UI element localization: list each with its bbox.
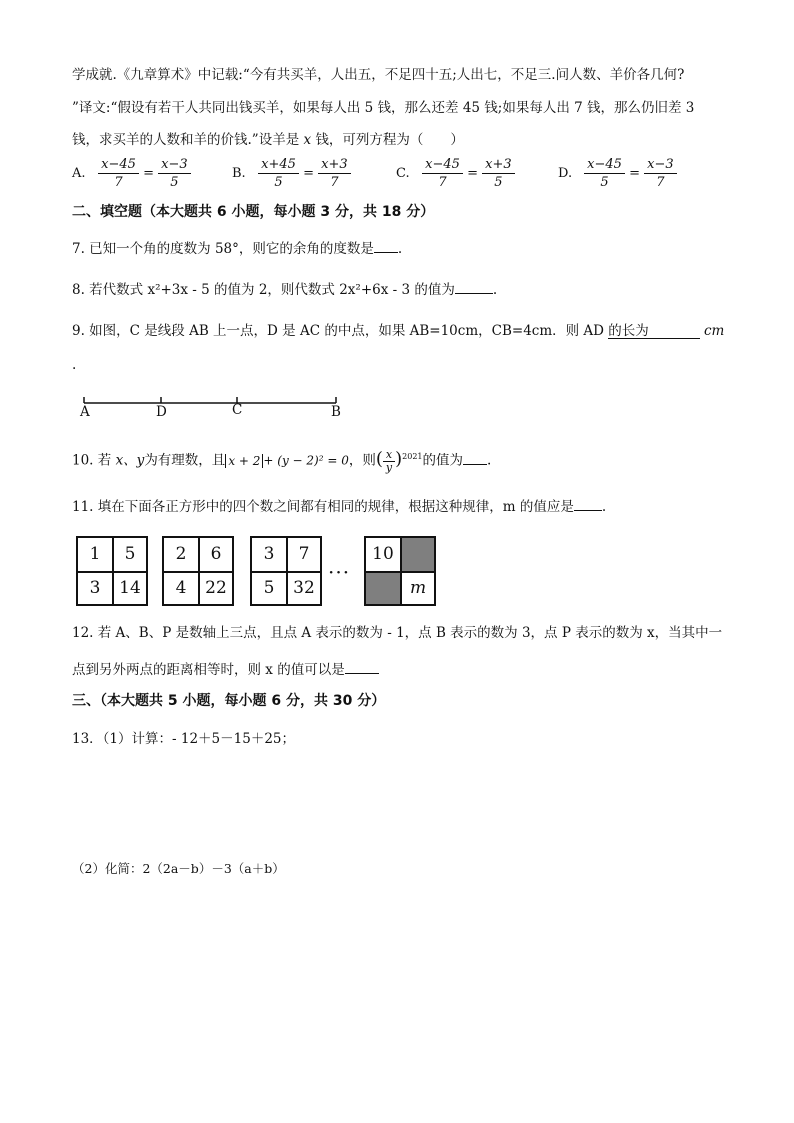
q10-answer-blank[interactable]	[463, 464, 487, 465]
number-square-4	[364, 536, 436, 606]
q7: 7. 已知一个角的度数为 58°，则它的余角的度数是 .	[72, 241, 403, 257]
point-label-b: B	[331, 404, 341, 420]
q13-part-1: 13．（1）计算：- 12＋5－15＋25；	[72, 731, 295, 747]
q12-line-1: 12. 若 A、B、P 是数轴上三点，且点 A 表示的数为 - 1，点 B 表示的数为 3，点 P 表示的数为 x，当其中一	[72, 625, 723, 641]
shaded-cell-bottom-left	[366, 573, 400, 604]
point-label-c: C	[232, 402, 243, 418]
square-3-bottom-left: 5	[263, 578, 275, 598]
q6-line-1: 学成就.《九章算术》中记载:“今有共买羊，人出五，不足四十五;人出七，不足三.问人数、羊价各几何?	[72, 67, 685, 83]
q9: 9. 如图，C 是线段 AB 上一点，D 是 AC 的中点，如果 AB=10cm，CB=4cm．则 AD 的长为	[72, 323, 649, 339]
q6-option-c-right-fraction: $\frac{x+3}{5}$	[482, 156, 515, 191]
square-4-top-left: 10	[372, 544, 394, 564]
square-3-bottom-right: 32	[293, 578, 315, 598]
q12-line-2: 点到另外两点的距离相等时，则 x 的值可以是	[72, 657, 379, 684]
segment-figure	[72, 392, 352, 422]
q10-fraction: $\frac{x}{y}$	[383, 449, 395, 474]
q6-option-d[interactable]: D. $\frac{x-45}{5}$ = $\frac{x-3}{7}$	[558, 156, 677, 191]
q6-option-a-left-fraction: $\frac{x-45}{7}$	[98, 156, 139, 191]
number-square-2	[162, 536, 234, 606]
q8-answer-blank[interactable]	[455, 293, 493, 294]
q6-option-c[interactable]: C. $\frac{x-45}{7}$ = $\frac{x+3}{5}$	[396, 156, 515, 191]
point-label-d: D	[156, 404, 167, 420]
q6-option-c-left-fraction: $\frac{x-45}{7}$	[422, 156, 463, 191]
q10: 10. 若 x、y为有理数，且 x + 2 + (y − 2)² = 0，则( $\frac{x}{y}$ )$^{2021}$的值为 .	[72, 447, 492, 474]
section-3-heading: 三、（本大题共 5 小题，每小题 6 分，共 30 分）	[72, 693, 386, 709]
q9-answer-blank[interactable]	[608, 338, 700, 339]
q9-unit: cm	[704, 323, 725, 339]
q6-line-2: ”译文:“假设有若干人共同出钱买羊，如果每人出 5 钱，那么还差 45 钱;如果每人出 7 钱，那么仍旧差 3	[72, 100, 695, 116]
square-1-bottom-right: 14	[119, 578, 141, 598]
square-1-top-left: 1	[89, 544, 101, 564]
square-3-top-left: 3	[263, 544, 275, 564]
square-2-top-right: 6	[210, 544, 222, 564]
square-2-top-left: 2	[175, 544, 187, 564]
q6-option-b-left-fraction: $\frac{x+45}{5}$	[258, 156, 299, 191]
q11: 11. 填在下面各正方形中的四个数之间都有相同的规律，根据这种规律，m 的值应是 .	[72, 499, 607, 515]
number-square-1	[76, 536, 148, 606]
square-4-unknown-m: m	[409, 578, 427, 598]
q6-option-b-right-fraction: $\frac{x+3}{7}$	[318, 156, 351, 191]
square-1-bottom-left: 3	[89, 578, 101, 598]
number-square-3	[250, 536, 322, 606]
q10-abs-value: x + 2	[225, 454, 263, 468]
q6-option-a[interactable]: A. $\frac{x-45}{7}$ = $\frac{x-3}{5}$	[72, 156, 191, 191]
square-3-top-right: 7	[298, 544, 310, 564]
square-2-bottom-right: 22	[205, 578, 227, 598]
q11-answer-blank[interactable]	[574, 510, 602, 511]
section-2-heading: 二、填空题（本大题共 6 小题，每小题 3 分，共 18 分）	[72, 204, 435, 220]
q6-option-d-right-fraction: $\frac{x-3}{7}$	[644, 156, 677, 191]
q6-option-a-right-fraction: $\frac{x-3}{5}$	[158, 156, 191, 191]
shaded-cell-top-right	[401, 538, 434, 571]
square-2-bottom-left: 4	[175, 578, 187, 598]
q6-option-d-left-fraction: $\frac{x-45}{5}$	[584, 156, 625, 191]
ellipsis: ···	[328, 560, 351, 584]
square-1-top-right: 5	[124, 544, 136, 564]
q13-part-2: （2）化简：2（2a－b）－3（a＋b）	[72, 861, 285, 876]
q6-line-3: 钱，求买羊的人数和羊的价钱.”设羊是 x 钱，可列方程为（ ）	[72, 132, 464, 148]
q6-option-b[interactable]: B. $\frac{x+45}{5}$ = $\frac{x+3}{7}$	[232, 156, 351, 191]
q8: 8. 若代数式 x²+3x - 5 的值为 2，则代数式 2x²+6x - 3 的值为 .	[72, 282, 498, 298]
q9-dot: .	[72, 357, 77, 373]
point-label-a: A	[80, 404, 90, 420]
q7-answer-blank[interactable]	[374, 252, 398, 253]
q12-answer-blank[interactable]	[345, 673, 379, 674]
